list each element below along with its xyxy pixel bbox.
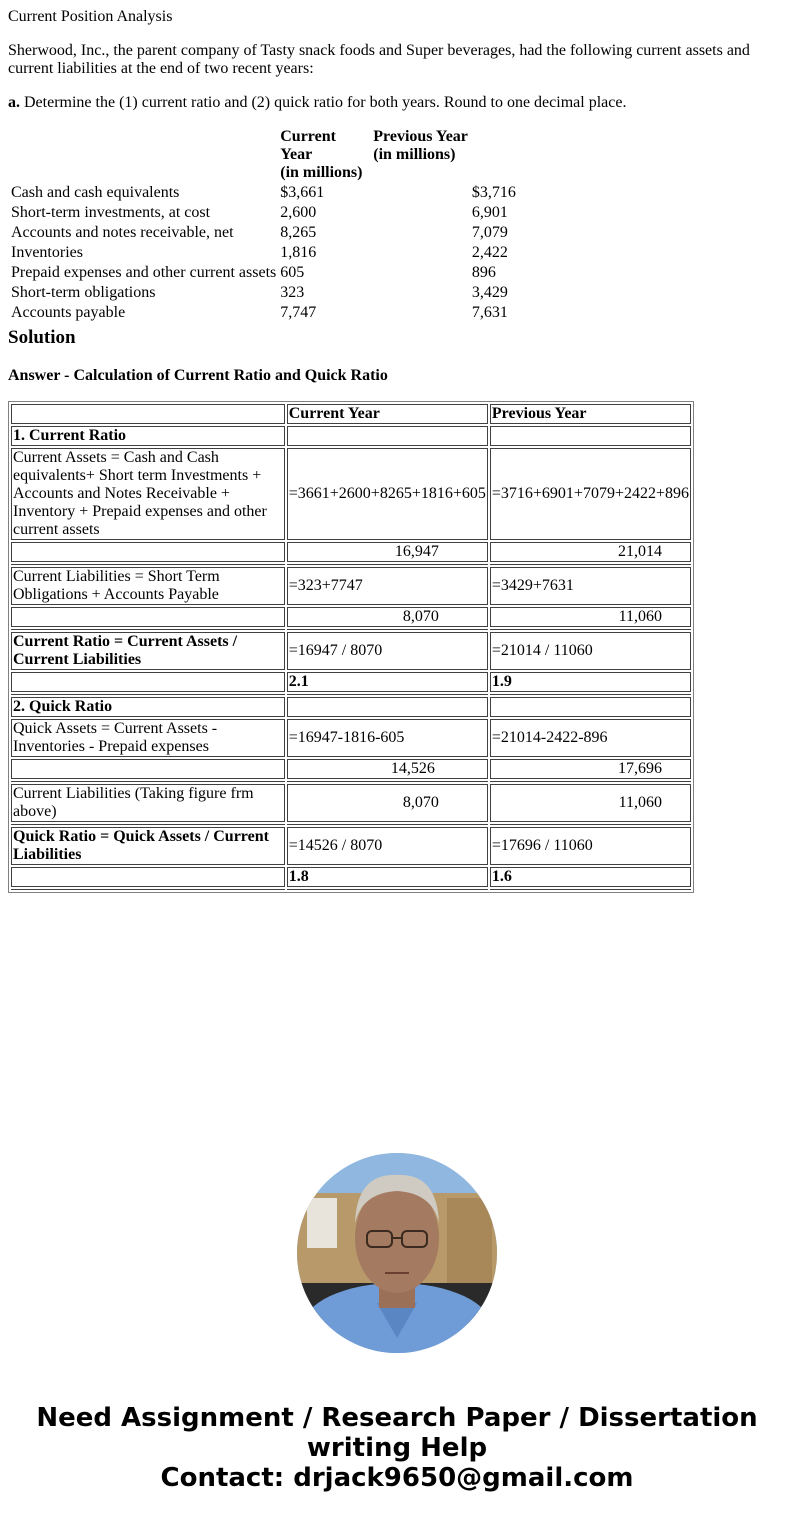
separator-cell <box>490 629 691 630</box>
quick-current-liabilities-py: 11,060 <box>490 784 691 822</box>
current-liabilities-formula-py: =3429+7631 <box>490 567 691 605</box>
current-liabilities-total-row <box>11 607 691 627</box>
header-current-year <box>279 128 370 183</box>
row-previous: 2,422 <box>471 244 508 261</box>
page-title: Current Position Analysis <box>8 8 173 25</box>
row-label: Accounts and notes receivable, net <box>11 224 234 241</box>
quick-ratio-formula-row <box>11 827 691 865</box>
header-previous-year-label: Previous Year <box>373 128 468 145</box>
quick-assets-total-py: 17,696 <box>490 759 691 779</box>
row-label: Inventories <box>11 244 83 261</box>
question-paragraph <box>8 94 626 112</box>
empty-cell <box>490 426 691 446</box>
separator-cell <box>287 781 488 782</box>
current-assets-total-py: 21,014 <box>490 542 691 562</box>
separator-cell <box>11 824 285 825</box>
author-avatar <box>297 1153 497 1353</box>
separator-cell <box>287 564 488 565</box>
solution-table <box>8 401 694 893</box>
footer-line-2: writing Help <box>306 1433 488 1463</box>
header-blank <box>10 128 277 183</box>
separator-cell <box>490 889 691 890</box>
separator-cell <box>490 694 691 695</box>
separator-cell <box>11 889 285 890</box>
separator-cell <box>287 629 488 630</box>
empty-cell <box>11 867 285 887</box>
current-ratio-result-row <box>11 672 691 692</box>
footer-contact: Contact: drjack9650@gmail.com <box>160 1463 634 1493</box>
header-spacer <box>471 128 517 183</box>
quick-ratio-result-row <box>11 867 691 887</box>
current-assets-total-row <box>11 542 691 562</box>
separator-cell <box>490 781 691 782</box>
table-row <box>10 183 517 203</box>
quick-assets-label: Quick Assets = Current Assets - Inventories - Prepaid expenses <box>11 719 285 757</box>
row-previous: 7,631 <box>471 304 508 321</box>
quick-current-liabilities-row <box>11 784 691 822</box>
separator-row <box>11 889 691 890</box>
quick-assets-total-cy: 14,526 <box>287 759 488 779</box>
separator-cell <box>287 824 488 825</box>
current-liabilities-formula-cy: =323+7747 <box>287 567 488 605</box>
row-spacer <box>372 183 469 203</box>
separator-row <box>11 781 691 782</box>
section-row-quick-ratio <box>11 697 691 717</box>
row-current: 8,265 <box>280 224 317 241</box>
row-current: 2,600 <box>280 204 317 221</box>
quick-ratio-formula-py: =17696 / 11060 <box>490 827 691 865</box>
current-liabilities-total-cy: 8,070 <box>287 607 488 627</box>
empty-cell <box>287 426 488 446</box>
footer-line-1: Need Assignment / Research Paper / Dissertation <box>36 1403 758 1433</box>
current-assets-formula-cy: =3661+2600+8265+1816+605 <box>287 448 488 540</box>
separator-cell <box>11 629 285 630</box>
person-photo-icon <box>297 1153 497 1353</box>
quick-current-liabilities-label: Current Liabilities (Taking figure frm above) <box>11 784 285 822</box>
separator-row <box>11 629 691 630</box>
empty-cell <box>11 672 285 692</box>
row-current: 605 <box>280 264 305 281</box>
table-row <box>10 203 517 223</box>
quick-assets-total-row <box>11 759 691 779</box>
empty-cell <box>11 542 285 562</box>
row-current: $3,661 <box>280 184 325 201</box>
current-assets-formula-py: =3716+6901+7079+2422+896 <box>490 448 691 540</box>
solution-heading: Solution <box>8 327 76 348</box>
row-label: Short-term investments, at cost <box>11 204 211 221</box>
promo-footer <box>0 1403 794 1493</box>
empty-cell <box>11 607 285 627</box>
header-previous-year <box>372 128 469 183</box>
section-title: 1. Current Ratio <box>11 426 285 446</box>
current-ratio-formula-py: =21014 / 11060 <box>490 632 691 670</box>
current-ratio-formula-row <box>11 632 691 670</box>
row-spacer <box>372 223 469 243</box>
quick-assets-formula-py: =21014-2422-896 <box>490 719 691 757</box>
table-row <box>10 283 517 303</box>
table-row <box>10 243 517 263</box>
header-blank <box>11 404 285 424</box>
header-current-year-label: Current Year <box>280 128 336 163</box>
quick-current-liabilities-cy: 8,070 <box>287 784 488 822</box>
empty-cell <box>490 697 691 717</box>
question-text: Determine the (1) current ratio and (2) quick ratio for both years. Round to one decimal place. <box>20 94 627 111</box>
separator-cell <box>287 889 488 890</box>
row-current: 1,816 <box>280 244 317 261</box>
separator-cell <box>490 824 691 825</box>
intro-paragraph: Sherwood, Inc., the parent company of Tasty snack foods and Super beverages, had the following current assets and current liabilities at the end of two recent years: <box>8 42 750 77</box>
quick-ratio-label: Quick Ratio = Quick Assets / Current Liabilities <box>11 827 285 865</box>
row-previous: 896 <box>471 264 496 281</box>
row-spacer <box>372 283 469 303</box>
separator-row <box>11 824 691 825</box>
separator-cell <box>490 564 691 565</box>
data-table-header <box>10 128 517 183</box>
question-prefix: a. <box>8 94 20 111</box>
row-label: Cash and cash equivalents <box>11 184 180 201</box>
row-current: 7,747 <box>280 304 317 321</box>
empty-cell <box>11 759 285 779</box>
quick-assets-formula-cy: =16947-1816-605 <box>287 719 488 757</box>
row-previous: $3,716 <box>471 184 516 201</box>
current-liabilities-label: Current Liabilities = Short Term Obligations + Accounts Payable <box>11 567 285 605</box>
quick-ratio-result-cy: 1.8 <box>287 867 488 887</box>
separator-row <box>11 694 691 695</box>
table-row <box>10 223 517 243</box>
row-spacer <box>372 303 469 323</box>
section-row-current-ratio <box>11 426 691 446</box>
current-ratio-label: Current Ratio = Current Assets / Current Liabilities <box>11 632 285 670</box>
row-spacer <box>372 263 469 283</box>
row-previous: 7,079 <box>471 224 508 241</box>
table-row <box>10 263 517 283</box>
quick-ratio-formula-cy: =14526 / 8070 <box>287 827 488 865</box>
section-title: 2. Quick Ratio <box>11 697 285 717</box>
row-previous: 3,429 <box>471 284 508 301</box>
row-spacer <box>372 243 469 263</box>
row-label: Short-term obligations <box>11 284 156 301</box>
row-label: Prepaid expenses and other current assets <box>11 264 277 281</box>
row-label: Accounts payable <box>11 304 126 321</box>
current-ratio-result-py: 1.9 <box>490 672 691 692</box>
empty-cell <box>287 697 488 717</box>
current-liabilities-formula-row <box>11 567 691 605</box>
table-row <box>10 303 517 323</box>
given-data-table <box>8 128 519 323</box>
current-ratio-formula-cy: =16947 / 8070 <box>287 632 488 670</box>
row-spacer <box>372 203 469 223</box>
separator-cell <box>11 781 285 782</box>
header-previous-year: Previous Year <box>490 404 691 424</box>
current-assets-total-cy: 16,947 <box>287 542 488 562</box>
current-assets-formula-row <box>11 448 691 540</box>
separator-cell <box>11 694 285 695</box>
header-current-year-unit: (in millions) <box>280 164 363 181</box>
current-assets-label: Current Assets = Cash and Cash equivalents+ Short term Investments + Accounts and Notes Receivable + Inventory + Prepaid expenses and other current assets <box>11 448 285 540</box>
row-previous: 6,901 <box>471 204 508 221</box>
separator-row <box>11 564 691 565</box>
separator-cell <box>11 564 285 565</box>
header-current-year: Current Year <box>287 404 488 424</box>
quick-ratio-result-py: 1.6 <box>490 867 691 887</box>
answer-heading: Answer - Calculation of Current Ratio and Quick Ratio <box>8 367 388 384</box>
solution-header-row <box>11 404 691 424</box>
current-liabilities-total-py: 11,060 <box>490 607 691 627</box>
quick-assets-formula-row <box>11 719 691 757</box>
row-current: 323 <box>280 284 305 301</box>
current-ratio-result-cy: 2.1 <box>287 672 488 692</box>
separator-cell <box>287 694 488 695</box>
header-previous-year-unit: (in millions) <box>373 146 456 163</box>
